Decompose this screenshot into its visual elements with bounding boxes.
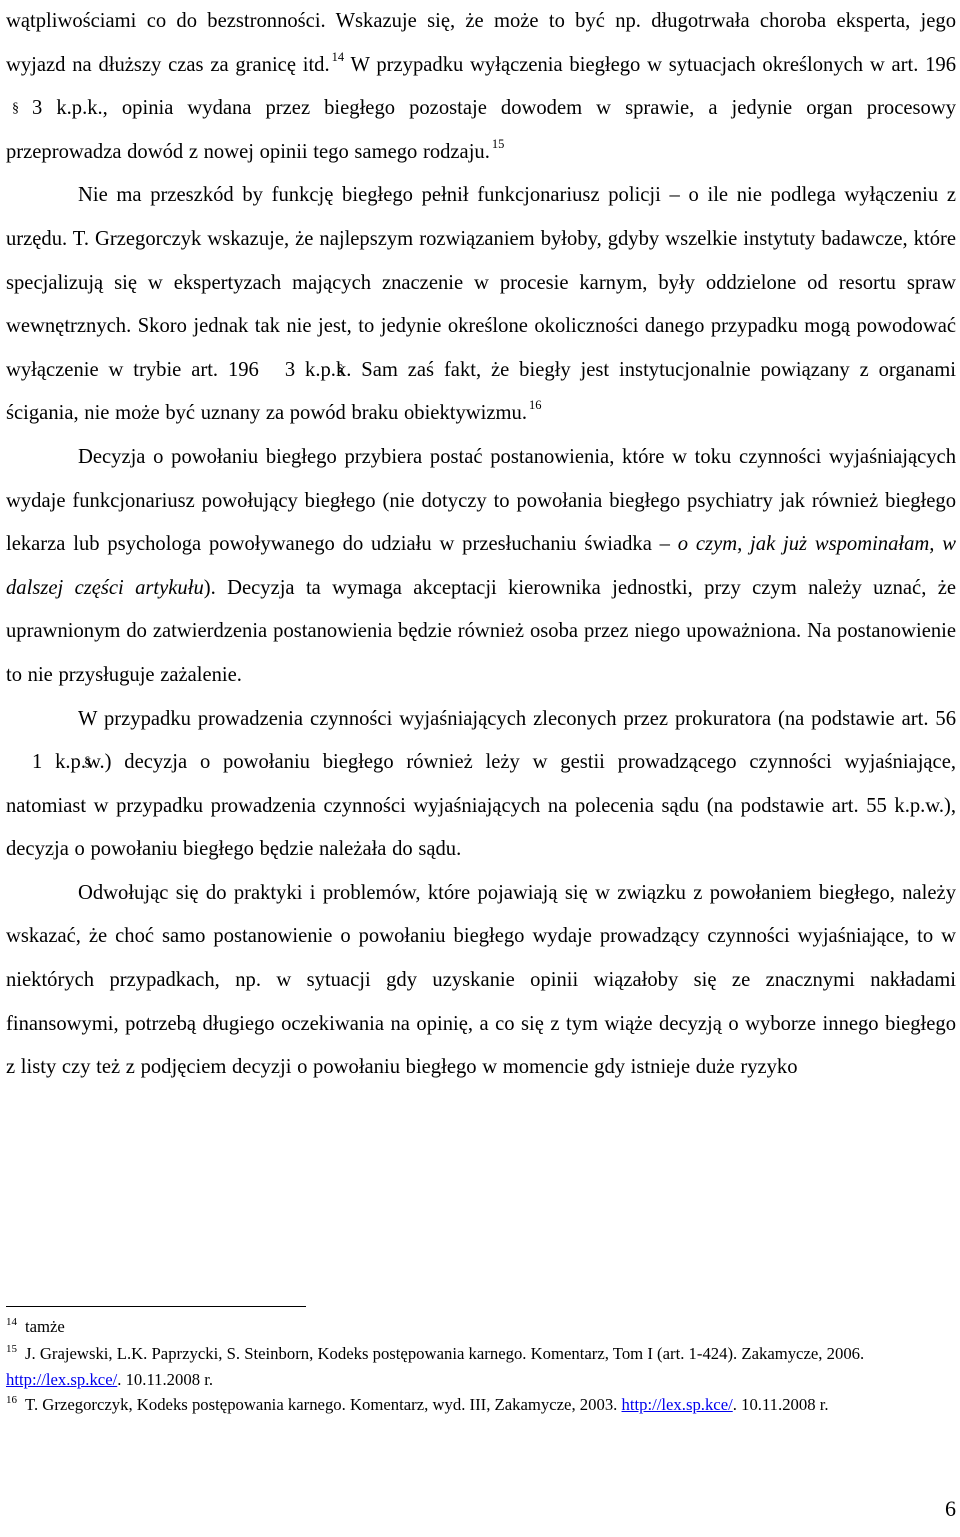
footnote-link[interactable]: http://lex.sp.kce/ [6,1370,118,1389]
footnote-date: . 10.11.2008 r. [117,1370,214,1389]
paragraph-3-italic-aside: o czym, jak już wspominałam, w dalszej części artykułu [6,533,956,599]
footnote-16 [6,1393,956,1420]
paragraph-1-text-a: wątpliwościami co do bezstronności. Wskazuje się, że może to być np. długotrwała choroba eksperta, jego wyjazd na dłuższy czas za granicę itd. [6,10,956,76]
section-sign-icon [12,87,26,131]
footnote-ref-14[interactable]: 14 [331,49,345,64]
document-body [6,0,956,1090]
footnote-ref-15[interactable]: 15 [491,136,505,151]
paragraph-2-text-b: 3 k.p.k. Sam zaś fakt, że biegły jest instytucjonalnie powiązany z organami ścigania, nie może być uznany za powód braku obiektywizmu. [6,358,956,425]
footnote-number: 16 [6,1393,17,1406]
footnote-link[interactable]: http://lex.sp.kce/ [621,1394,733,1414]
footnote-number: 14 [6,1316,17,1328]
footnote-date: . 10.11.2008 r. [732,1394,829,1414]
footnote-text: J. Grajewski, L.K. Paprzycki, S. Steinborn, Kodeks postępowania karnego. Komentarz, Tom I (art. 1-424). Zakamycze, 2006. [25,1343,865,1363]
page-number: 6 [945,1496,956,1521]
paragraph-2 [6,174,956,436]
section-sign-icon [12,741,26,785]
paragraph-1 [6,0,956,174]
paragraph-1-text-c: 3 k.p.k., opinia wydana przez biegłego pozostaje dowodem w sprawie, a jedynie organ procesowy przeprowadza dowód z nowej opinii tego samego rodzaju. [6,97,956,163]
footnote-text: T. Grzegorczyk, Kodeks postępowania karnego. Komentarz, wyd. III, Zakamycze, 2003. [25,1394,618,1414]
paragraph-2-text-a: Nie ma przeszkód by funkcję biegłego pełnił funkcjonariusz policji – o ile nie podlega wyłączeniu z urzędu. T. Grzegorczyk wskazuje, że najlepszym rozwiązaniem byłoby, gdyby wszelkie instytuty badawcze, które specjalizują się w ekspertyzach mających znaczenie w procesie karnym, były oddzielone od resortu spraw wewnętrznych. Skoro jednak tak nie jest, to jedynie określone okoliczności danego przypadku mogą powodować wyłączenie w trybie art. 196 [6,184,956,381]
paragraph-4 [6,698,956,872]
paragraph-5-text: Odwołując się do praktyki i problemów, które pojawiają się w związku z powołaniem biegłego, należy wskazać, że choć samo postanowienie o powołaniu biegłego wydaje prowadzący czynności wyjaśniające, to w niektórych przypadkach, np. w sytuacji gdy uzyskanie opinii wiązałoby się ze znacznymi nakładami finansowymi, potrzebą długiego oczekiwania na opinię, a co się z tym wiąże decyzją o wyborze innego biegłego z listy czy też z podjęciem decyzji o powołaniu biegłego w momencie gdy istnieje duże ryzyko [6,881,956,1079]
footnote-text: tamże [25,1317,65,1336]
footnotes-section [6,1306,956,1419]
footnote-14 [6,1315,956,1342]
paragraph-1-text-b: W przypadku wyłączenia biegłego w sytuacjach określonych w art. 196 [350,53,957,76]
footnote-separator [6,1306,306,1307]
section-sign-icon [265,349,279,393]
paragraph-3-text-a: Decyzja o powołaniu biegłego przybiera postać postanowienia, które w toku czynności wyjaśniających wydaje funkcjonariusz powołujący biegłego (nie dotyczy to powołania biegłego psychiatry jak również biegłego lekarza lub psychologa powoływanego do udziału w przesłuchaniu świadka – [6,445,956,556]
paragraph-5 [6,872,956,1090]
paragraph-4-text-b: 1 k.p.w.) decyzja o powołaniu biegłego również leży w gestii prowadzącego czynności wyjaśniające, natomiast w przypadku prowadzenia czynności wyjaśniających na polecenia sądu (na podstawie art. 55 k.p.w.), decyzja o powołaniu biegłego będzie należała do sądu. [6,751,956,861]
paragraph-3 [6,436,956,698]
paragraph-4-text-a: W przypadku prowadzenia czynności wyjaśniających zleconych przez prokuratora (na podstawie art. 56 [78,707,956,730]
footnote-number: 15 [6,1342,17,1355]
footnote-15 [6,1342,956,1393]
footnote-ref-16[interactable]: 16 [528,398,542,413]
paragraph-3-text-b: ). Decyzja ta wymaga akceptacji kierownika jednostki, przy czym należy uznać, że uprawnionym do zatwierdzenia postanowienia będzie również osoba przez niego upoważniona. Na postanowienie to nie przysługuje zażalenie. [6,576,956,686]
